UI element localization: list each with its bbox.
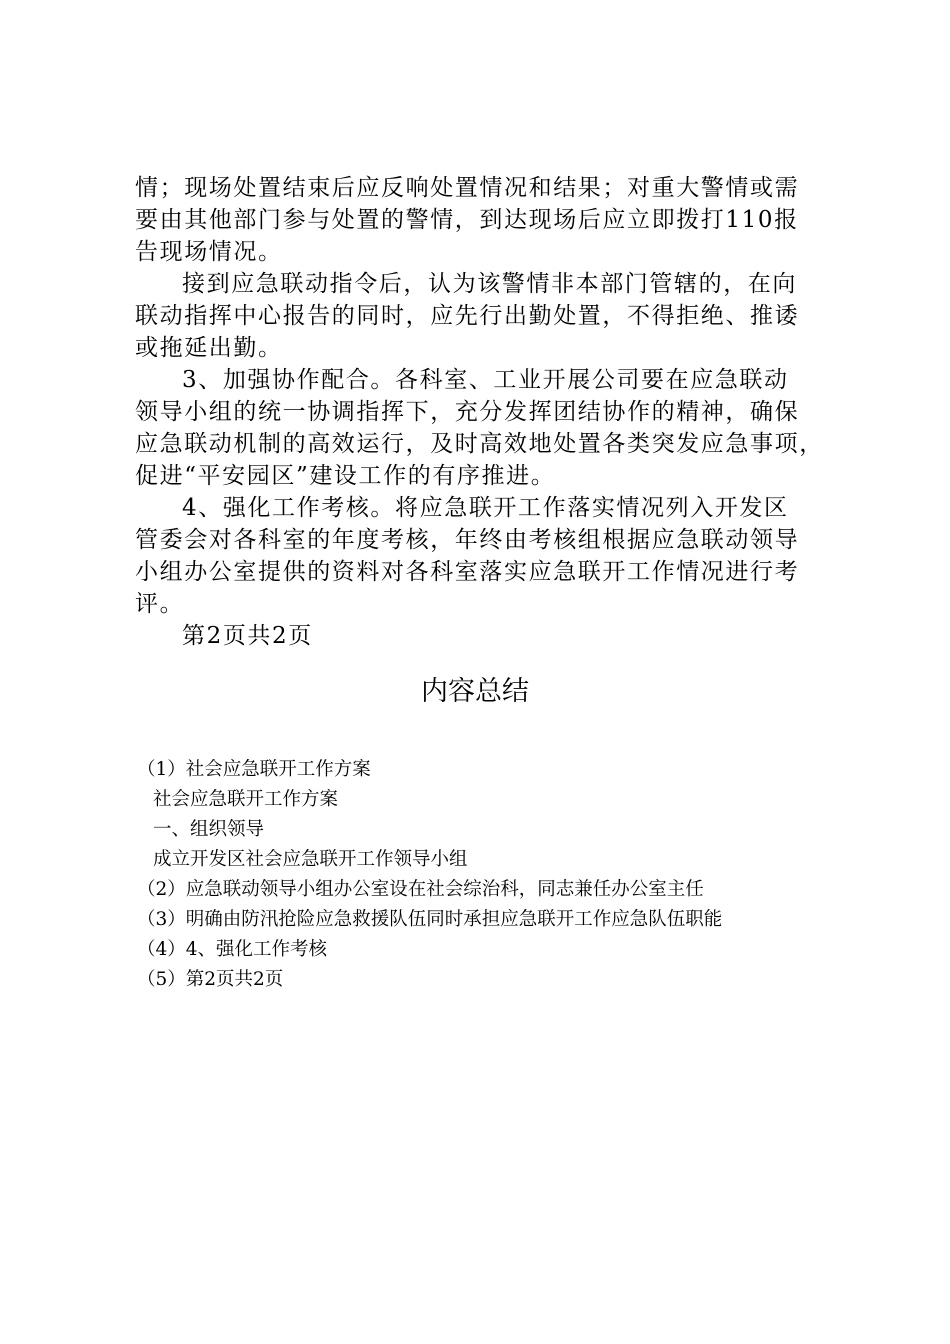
body-line: 小组办公室提供的资料对各科室落实应急联开工作情况进行考 (135, 559, 800, 585)
page-number: 第2页共2页 (182, 623, 313, 649)
body-line: 4、强化工作考核。将应急联开工作落实情况列入开发区 (182, 495, 789, 521)
body-line: 或拖延出勤。 (135, 335, 283, 361)
summary-subitem: 社会应急联开工作方案 (153, 789, 339, 810)
summary-subitem: 成立开发区社会应急联开工作领导小组 (153, 849, 468, 870)
body-line: 告现场情况。 (135, 239, 283, 265)
body-line: 要由其他部门参与处置的警情，到达现场后应立即拨打110报 (135, 207, 799, 233)
summary-item: （1）社会应急联开工作方案 (137, 759, 371, 780)
summary-item: （3）明确由防汛抢险应急救援队伍同时承担应急联开工作应急队伍职能 (137, 909, 723, 930)
body-line: 接到应急联动指令后，认为该警情非本部门管辖的，在向 (182, 271, 797, 297)
body-text (135, 172, 825, 652)
summary-item: （2）应急联动领导小组办公室设在社会综治科，同志兼任办公室主任 (137, 879, 704, 900)
body-line: 联动指挥中心报告的同时，应先行出勤处置，不得拒绝、推诿 (135, 303, 800, 329)
summary-list (137, 755, 837, 995)
summary-title: 内容总结 (421, 676, 529, 707)
body-line: 评。 (135, 591, 185, 617)
summary-subitem: 一、组织领导 (153, 819, 265, 840)
body-line: 3、加强协作配合。各科室、工业开展公司要在应急联动 (182, 367, 789, 393)
summary-item: （5）第2页共2页 (137, 969, 284, 990)
body-line: 应急联动机制的高效运行，及时高效地处置各类突发应急事项， (135, 431, 824, 457)
body-line: 促进“平安园区”建设工作的有序推进。 (135, 463, 556, 489)
summary-item: （4）4、强化工作考核 (137, 939, 328, 960)
body-line: 领导小组的统一协调指挥下，充分发挥团结协作的精神，确保 (135, 399, 800, 425)
body-line: 管委会对各科室的年度考核，年终由考核组根据应急联动领导 (135, 527, 800, 553)
body-line: 情；现场处置结束后应反响处置情况和结果；对重大警情或需 (135, 175, 800, 201)
